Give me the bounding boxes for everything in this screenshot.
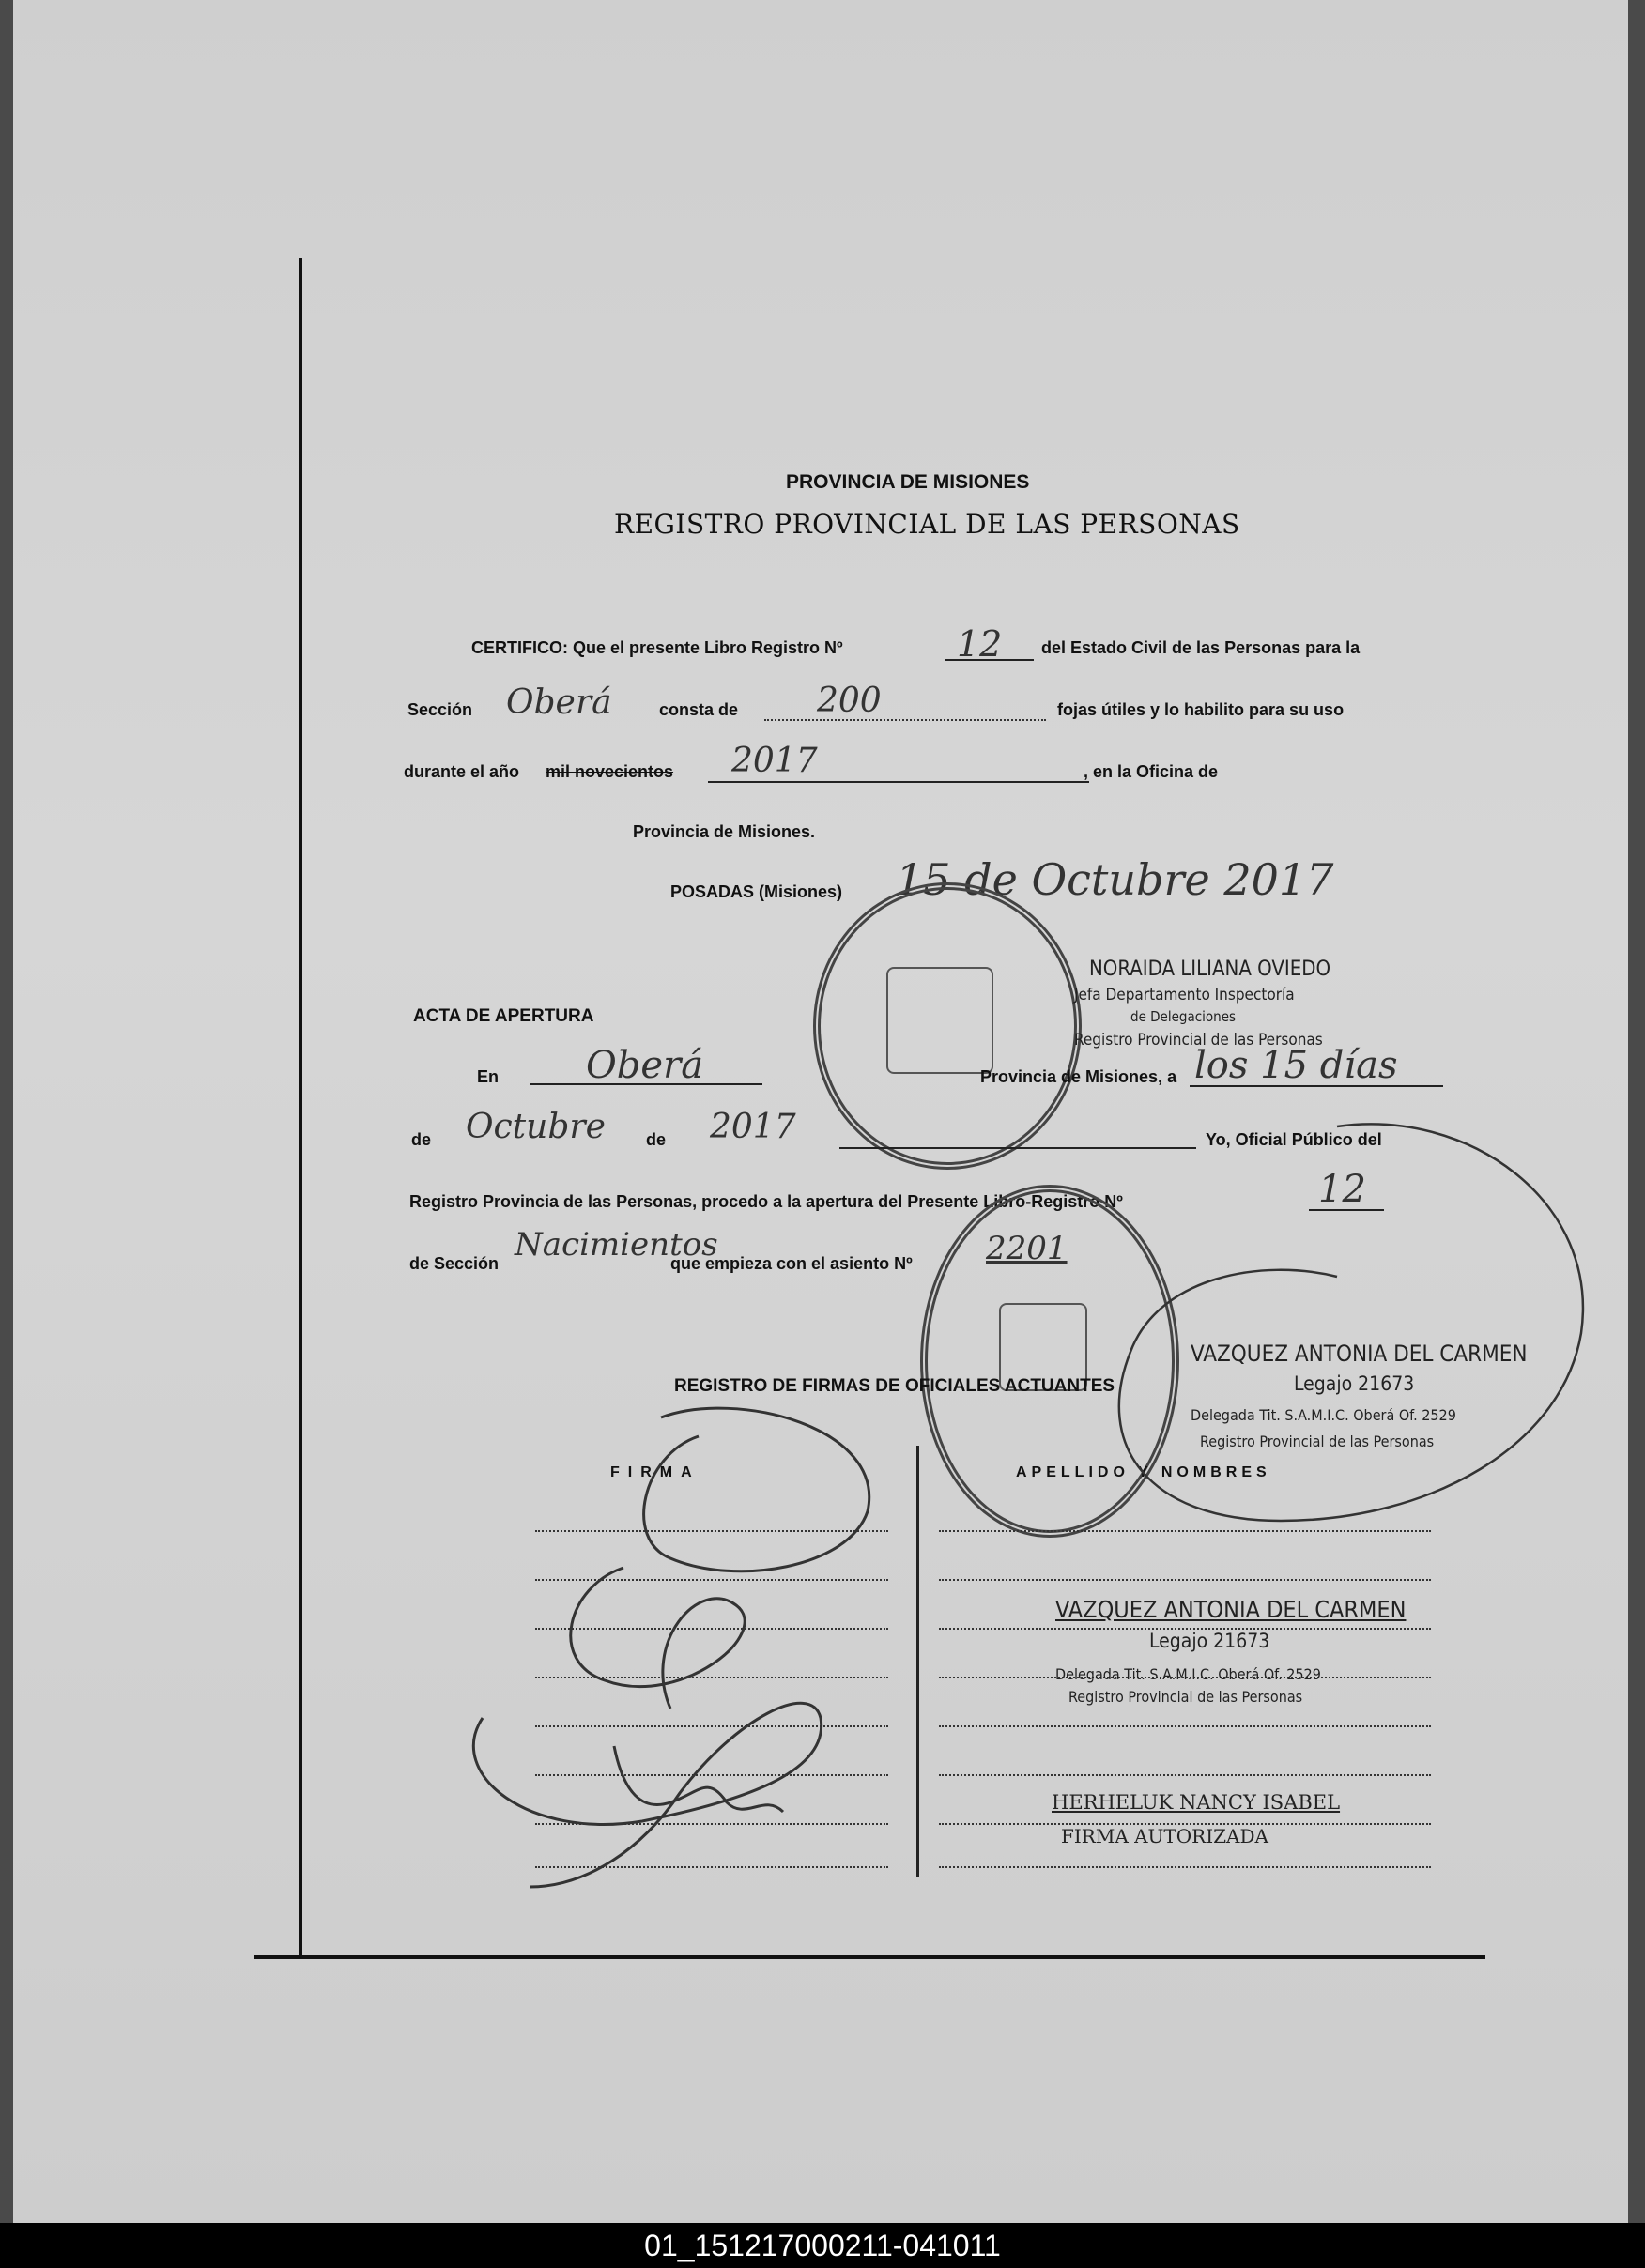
pages-suffix: fojas útiles y lo habilito para su uso — [1057, 700, 1345, 719]
firma-column-header: FIRMA — [610, 1464, 700, 1480]
certificate-line1-suffix: del Estado Civil de las Personas para la — [1041, 638, 1361, 657]
acta-book-value: 12 — [1318, 1168, 1366, 1211]
herheluk-name: HERHELUK NANCY ISABEL — [1052, 1791, 1341, 1814]
place-label: POSADAS (Misiones) — [670, 882, 843, 901]
province-heading: PROVINCIA DE MISIONES — [786, 471, 1030, 493]
document-page — [13, 0, 1628, 2223]
signature-scribble-right — [1093, 1108, 1600, 1540]
acta-month-value: Octubre — [466, 1108, 606, 1146]
pages-value: 200 — [817, 682, 882, 720]
certificate-line1-prefix: CERTIFICO: Que el presente Libro Registro Nº — [471, 638, 843, 657]
pages-line — [764, 719, 1046, 721]
official-seal-left-inner — [886, 967, 993, 1074]
names-column-header: APELLIDO Y NOMBRES — [1016, 1464, 1271, 1480]
acta-title: ACTA DE APERTURA — [413, 1006, 594, 1026]
section-value: Oberá — [506, 683, 612, 722]
date-value: 15 de Octubre 2017 — [896, 854, 1334, 905]
acta-start-value: 2201 — [986, 1230, 1068, 1267]
consists-label: consta de — [659, 700, 739, 719]
office-label: , en la Oficina de — [1084, 762, 1219, 781]
vazquez-top-line1: Delegada Tit. S.A.M.I.C. Oberá Of. 2529 — [1191, 1406, 1456, 1424]
oviedo-name: NORAIDA LILIANA OVIEDO — [1089, 958, 1331, 981]
column-divider — [916, 1446, 919, 1877]
acta-en-label: En — [477, 1067, 500, 1086]
acta-official-label: Yo, Oficial Público del — [1206, 1130, 1382, 1149]
acta-days-value: los 15 días — [1194, 1044, 1398, 1087]
oviedo-line1: Jefa Departamento Inspectoría — [1074, 986, 1295, 1004]
acta-de-label: de — [411, 1130, 432, 1149]
oviedo-line3: Registro Provincial de las Personas — [1074, 1031, 1323, 1050]
acta-section-value: Nacimientos — [515, 1226, 718, 1264]
year-underline — [708, 781, 1089, 783]
acta-province-label: Provincia de Misiones, a — [980, 1067, 1177, 1086]
acta-year-value: 2017 — [710, 1108, 796, 1146]
herheluk-line1: FIRMA AUTORIZADA — [1061, 1825, 1268, 1847]
section-label: Sección — [407, 700, 473, 719]
acta-section-label: de Sección — [409, 1254, 500, 1273]
acta-start-label: que empieza con el asiento Nº — [670, 1254, 913, 1273]
oviedo-line2: de Delegaciones — [1130, 1008, 1237, 1025]
acta-line3: Registro Provincia de las Personas, procedo a la apertura del Presente Libro-Registro Nº — [409, 1192, 1123, 1211]
bottom-border — [254, 1955, 1485, 1959]
year-struck-text: mil novecientos — [546, 762, 674, 781]
vazquez-top-line2: Registro Provincial de las Personas — [1200, 1433, 1435, 1450]
acta-place-value: Oberá — [586, 1044, 704, 1087]
vazquez-legajo: Legajo 21673 — [1149, 1630, 1270, 1652]
acta-de2-label: de — [646, 1130, 667, 1149]
registry-heading: REGISTRO PROVINCIAL DE LAS PERSONAS — [614, 509, 1240, 540]
vazquez-name: VAZQUEZ ANTONIA DEL CARMEN — [1055, 1596, 1407, 1623]
province-line: Provincia de Misiones. — [633, 822, 816, 841]
file-code-footer: 01_151217000211-041011 — [0, 2223, 1645, 2268]
vazquez-top-legajo: Legajo 21673 — [1294, 1372, 1415, 1395]
left-border — [299, 258, 302, 1957]
signatures-title: REGISTRO DE FIRMAS DE OFICIALES ACTUANTES — [674, 1376, 1115, 1396]
book-number-value: 12 — [957, 623, 1003, 665]
year-value: 2017 — [731, 742, 818, 780]
vazquez-top-name: VAZQUEZ ANTONIA DEL CARMEN — [1191, 1341, 1528, 1367]
year-label: durante el año — [404, 762, 520, 781]
handwritten-signature — [454, 1399, 905, 1906]
vazquez-line1: Delegada Tit. S.A.M.I.C. Oberá Of. 2529 — [1055, 1665, 1321, 1683]
vazquez-line2: Registro Provincial de las Personas — [1068, 1688, 1303, 1706]
